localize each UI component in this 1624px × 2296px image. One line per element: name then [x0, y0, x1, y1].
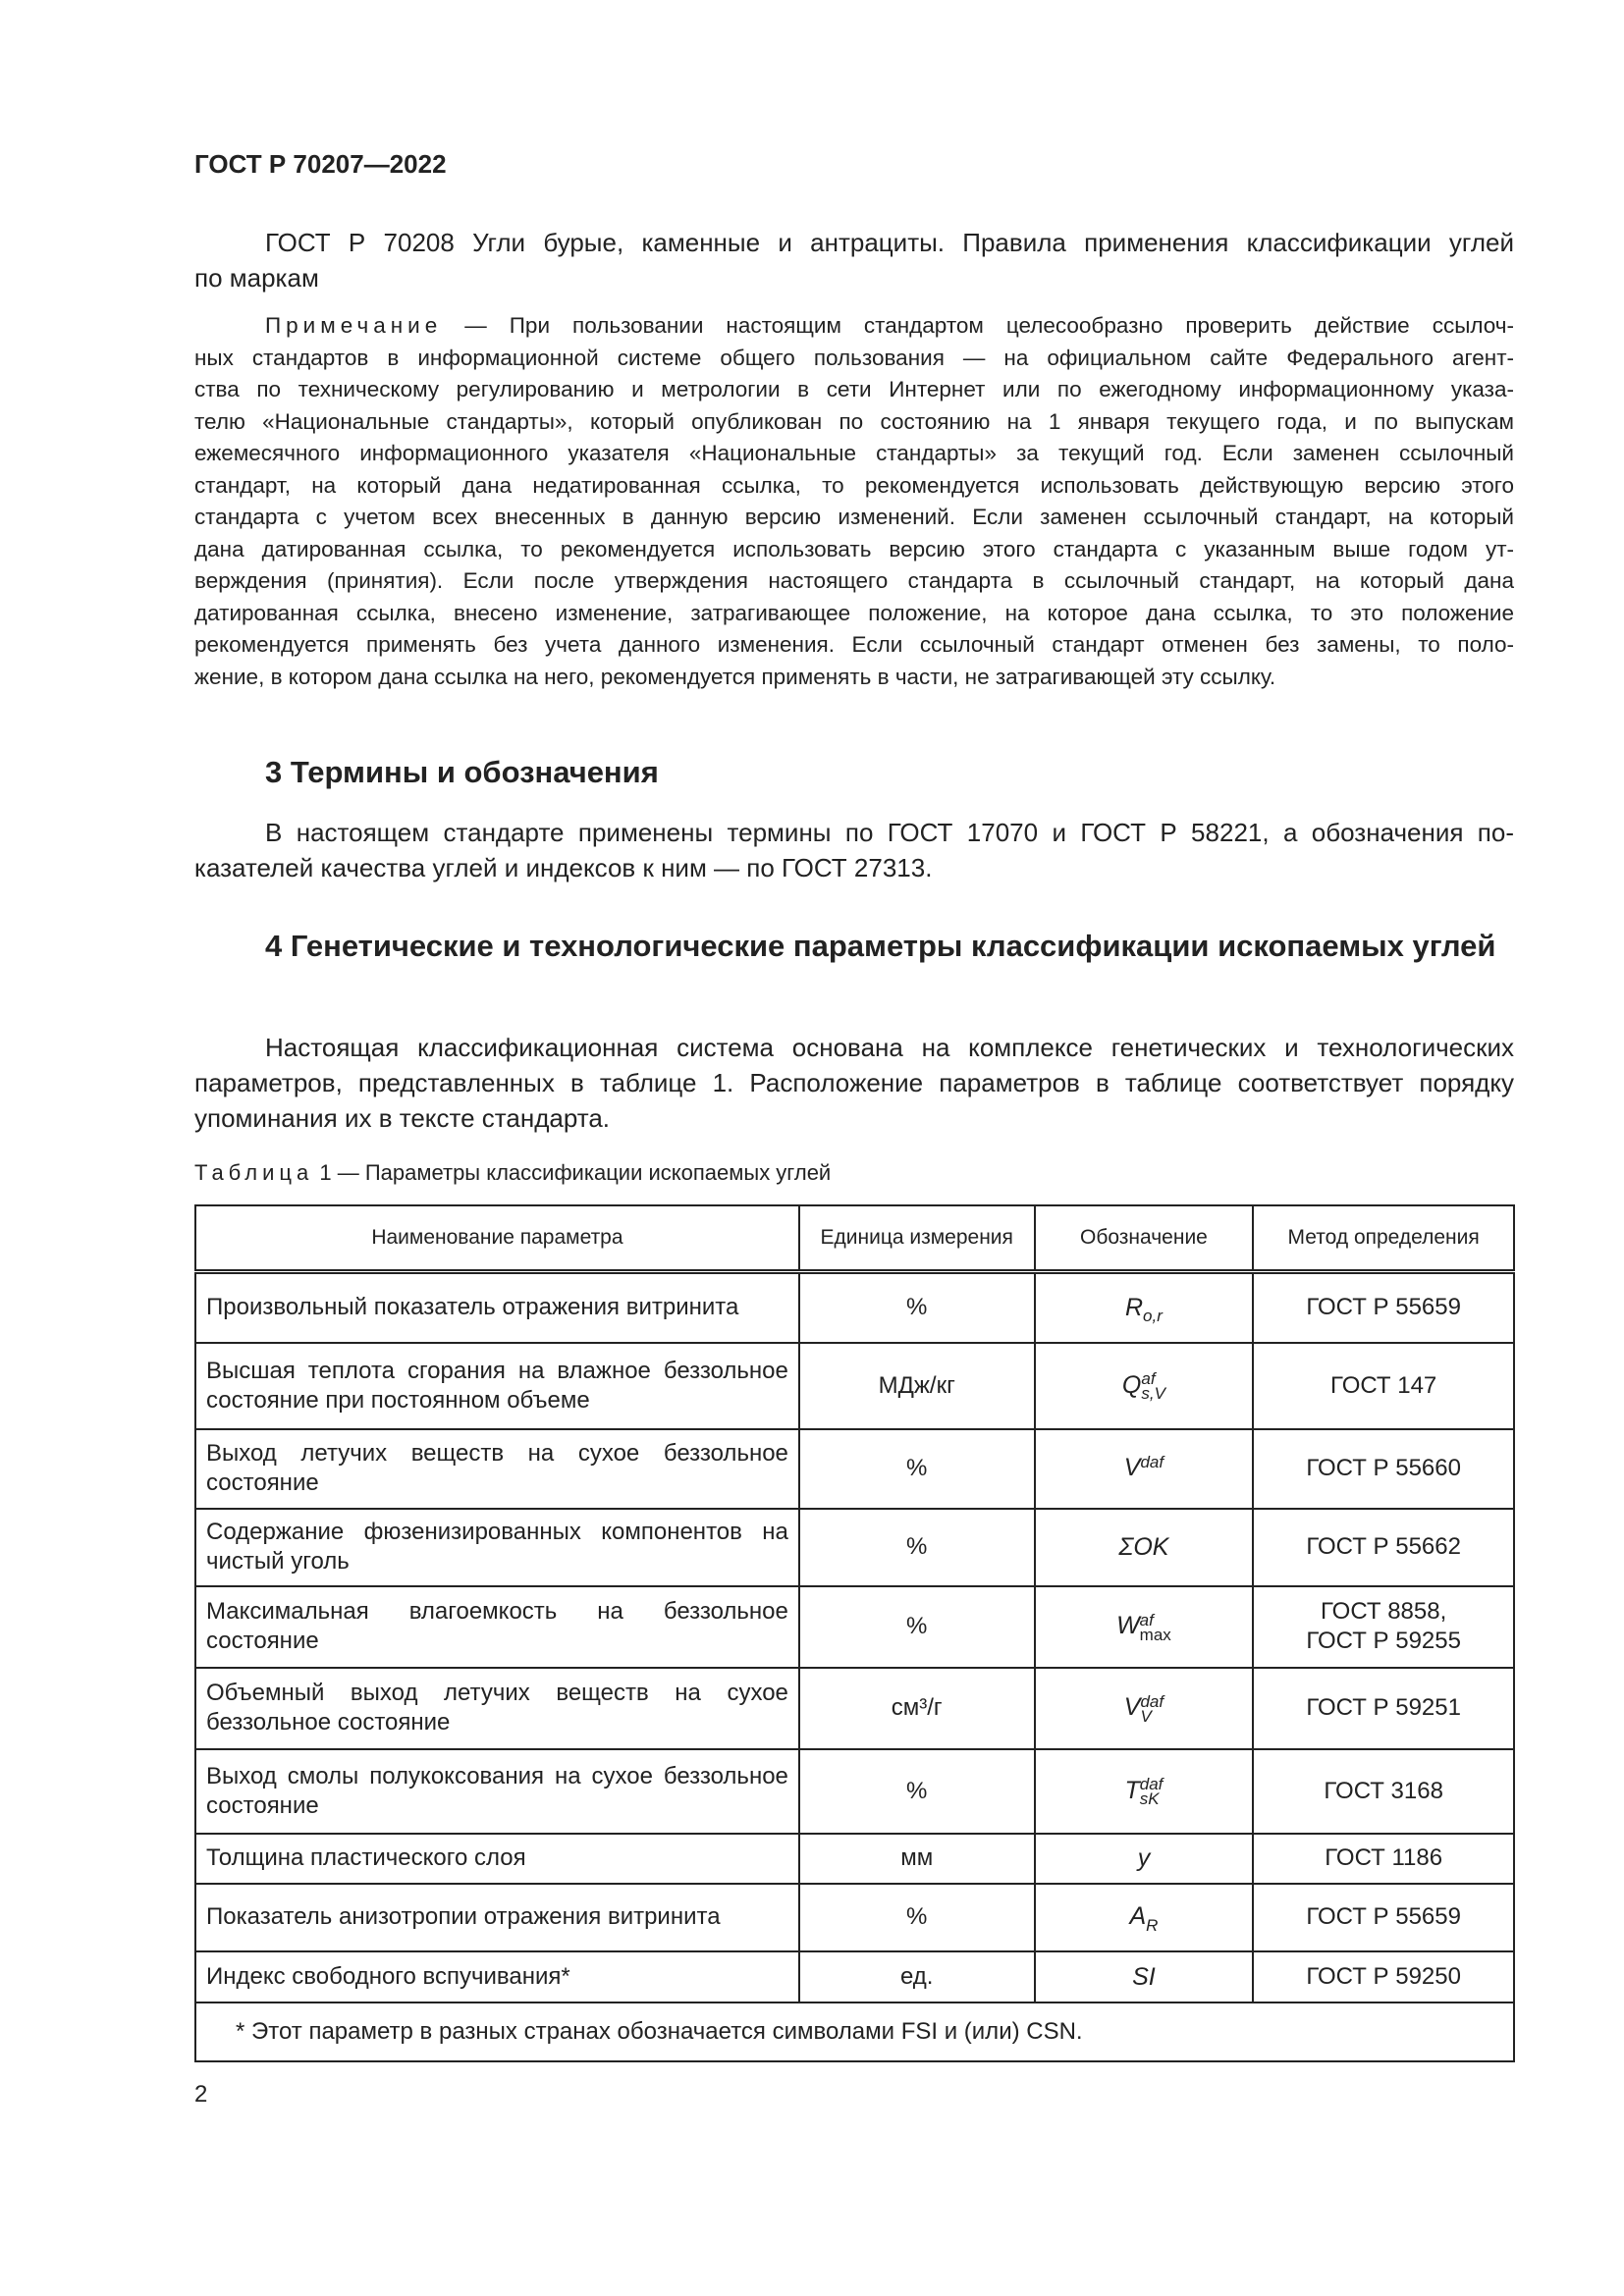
caption-text: 1 — Параметры классификации ископаемых углей — [313, 1160, 832, 1185]
note-text: — При пользовании настоящим стандартом целесообразно проверить действие ссылоч- — [464, 313, 1514, 338]
header-unit: Единица измерения — [799, 1205, 1035, 1272]
table-row — [195, 1668, 1514, 1749]
symbol-base: V — [1123, 1454, 1141, 1482]
header-method: Метод определения — [1253, 1205, 1514, 1272]
text-line — [194, 343, 1514, 375]
note-block — [194, 310, 1514, 693]
symbol-subscript: R — [1146, 1915, 1159, 1935]
page-number: 2 — [194, 2081, 208, 2108]
method: ГОСТ Р 59250 — [1253, 1951, 1514, 2002]
unit: % — [799, 1586, 1035, 1668]
unit: см³/г — [799, 1668, 1035, 1749]
caption-label: Таблица — [194, 1160, 314, 1185]
symbol-base: y — [1137, 1844, 1151, 1872]
note-label: Примечание — [265, 313, 443, 338]
unit: % — [799, 1749, 1035, 1834]
text-line — [194, 310, 1514, 343]
text-line — [194, 374, 1514, 406]
header-symbol: Обозначение — [1035, 1205, 1254, 1272]
unit: % — [799, 1272, 1035, 1343]
symbol — [1035, 1668, 1254, 1749]
note-text: жение, в котором дана ссылка на него, рекомендуется применять в части, не затрагивающей эту ссылку. — [194, 664, 1276, 689]
reference-paragraph — [194, 225, 1514, 295]
method: ГОСТ Р 55660 — [1253, 1429, 1514, 1509]
note-text: телю «Национальные стандарты», который опубликован по состоянию на 1 января текущего года, и по выпускам — [194, 408, 1514, 434]
text-line: В настоящем стандарте применены термины по ГОСТ 17070 и ГОСТ Р 58221, а обозначения по- — [265, 818, 1514, 847]
text-line: параметров, представленных в таблице 1. Расположение параметров в таблице соответствует порядку — [194, 1068, 1514, 1097]
table-footnote: * Этот параметр в разных странах обозначается символами FSI и (или) CSN. — [195, 2002, 1514, 2061]
section-3-heading: 3 Термины и обозначения — [265, 755, 659, 789]
table-header-row — [195, 1205, 1514, 1272]
symbol-base: A — [1129, 1902, 1147, 1931]
note-text: стандарта с учетом всех внесенных в данную версию изменений. Если заменен ссылочный стандарт, на который — [194, 505, 1514, 529]
symbol-base: SI — [1132, 1962, 1156, 1991]
method: ГОСТ Р 59251 — [1253, 1668, 1514, 1749]
symbol-base: V — [1123, 1693, 1141, 1722]
parameters-table — [194, 1204, 1515, 2062]
parameter-name: Содержание фюзенизированных компонентов на чистый уголь — [195, 1509, 799, 1586]
symbol-superscript: daf — [1140, 1452, 1164, 1471]
method: ГОСТ Р 55659 — [1253, 1272, 1514, 1343]
parameter-name: Показатель анизотропии отражения витринита — [195, 1884, 799, 1951]
table-caption — [194, 1160, 831, 1186]
method: ГОСТ 1186 — [1253, 1834, 1514, 1884]
parameter-name: Произвольный показатель отражения витринита — [195, 1272, 799, 1343]
symbol — [1035, 1429, 1254, 1509]
unit: МДж/кг — [799, 1343, 1035, 1429]
text-line — [194, 629, 1514, 662]
note-text: рекомендуется применять без учета данного изменения. Если ссылочный стандарт отменен без замены, то поло- — [194, 632, 1514, 657]
parameter-name: Толщина пластического слоя — [195, 1834, 799, 1884]
symbol-indices — [1140, 1691, 1164, 1726]
document-header: ГОСТ Р 70207—2022 — [194, 149, 447, 179]
symbol — [1035, 1509, 1254, 1586]
unit: % — [799, 1884, 1035, 1951]
parameter-name: Высшая теплота сгорания на влажное беззольное состояние при постоянном объеме — [195, 1343, 799, 1429]
symbol-base: ΣOK — [1118, 1533, 1169, 1561]
symbol-indices — [1143, 1294, 1163, 1323]
symbol-base: T — [1124, 1776, 1140, 1804]
symbol-subscript: max — [1139, 1625, 1171, 1644]
text-line — [194, 438, 1514, 470]
note-text: ства по техническому регулированию и метрологии в сети Интернет или по ежегодному информационному указа- — [194, 377, 1514, 401]
note-text: ных стандартов в информационной системе общего пользования — на официальном сайте Федерального агент- — [194, 345, 1514, 370]
note-text: датированная ссылка, внесено изменение, затрагивающее положение, на которое дана ссылка, то это положение — [194, 600, 1514, 625]
symbol-superscript: daf — [1140, 1691, 1164, 1711]
symbol-indices — [1139, 1610, 1171, 1644]
symbol-base: Q — [1121, 1370, 1142, 1399]
table-row — [195, 1749, 1514, 1834]
text-line — [194, 470, 1514, 503]
symbol — [1035, 1834, 1254, 1884]
method: ГОСТ 3168 — [1253, 1749, 1514, 1834]
unit: мм — [799, 1834, 1035, 1884]
text-line: ГОСТ Р 70208 Угли бурые, каменные и антрациты. Правила применения классификации углей — [265, 228, 1514, 257]
method: ГОСТ 147 — [1253, 1343, 1514, 1429]
table-row — [195, 1509, 1514, 1586]
section-4-heading: 4 Генетические и технологические параметры классификации ископаемых углей — [265, 929, 1496, 963]
symbol-superscript: af — [1139, 1610, 1154, 1629]
section-3-paragraph — [194, 815, 1514, 885]
method: ГОСТ Р 55659 — [1253, 1884, 1514, 1951]
symbol-base: W — [1116, 1612, 1140, 1640]
header-name: Наименование параметра — [195, 1205, 799, 1272]
symbol-subscript — [1140, 1469, 1164, 1484]
table-row — [195, 1834, 1514, 1884]
symbol — [1035, 1272, 1254, 1343]
symbol — [1035, 1884, 1254, 1951]
symbol — [1035, 1343, 1254, 1429]
text-line: упоминания их в тексте стандарта. — [194, 1103, 611, 1133]
symbol-subscript: o,r — [1143, 1306, 1163, 1325]
symbol-indices — [1146, 1903, 1158, 1933]
symbol-indices — [1139, 1775, 1164, 1809]
unit: % — [799, 1509, 1035, 1586]
table-row — [195, 1272, 1514, 1343]
method: ГОСТ Р 55662 — [1253, 1509, 1514, 1586]
symbol-base: R — [1124, 1293, 1144, 1321]
table-row — [195, 1429, 1514, 1509]
text-line: Настоящая классификационная система основана на комплексе генетических и технологических — [265, 1033, 1514, 1062]
parameter-name: Объемный выход летучих веществ на сухое беззольное состояние — [195, 1668, 799, 1749]
parameter-name: Индекс свободного вспучивания* — [195, 1951, 799, 2002]
note-text: ежемесячного информационного указателя «Национальные стандарты» за текущий год. Если заменен ссылочный — [194, 441, 1514, 465]
note-text: стандарт, на который дана недатированная ссылка, то рекомендуется использовать действующую версию этого — [194, 472, 1514, 498]
text-line — [194, 502, 1514, 534]
symbol-superscript: af — [1141, 1369, 1156, 1389]
text-line — [194, 598, 1514, 630]
symbol-indices — [1141, 1369, 1165, 1404]
text-line — [194, 662, 1514, 694]
symbol — [1035, 1749, 1254, 1834]
section-4-paragraph — [194, 1030, 1514, 1136]
text-line — [194, 565, 1514, 598]
parameter-name: Выход летучих веществ на сухое беззольное состояние — [195, 1429, 799, 1509]
symbol — [1035, 1951, 1254, 2002]
symbol-subscript: s,V — [1141, 1384, 1165, 1404]
text-line — [194, 534, 1514, 566]
parameter-name: Максимальная влагоемкость на беззольное состояние — [195, 1586, 799, 1668]
table-row — [195, 1343, 1514, 1429]
text-line: по маркам — [194, 263, 319, 293]
text-line: казателей качества углей и индексов к ним — по ГОСТ 27313. — [194, 853, 933, 882]
text-line — [194, 406, 1514, 439]
note-text: дана датированная ссылка, то рекомендуется использовать версию этого стандарта с указанным выше годом ут- — [194, 536, 1514, 561]
table-row — [195, 1586, 1514, 1668]
footnote-row — [195, 2002, 1514, 2061]
unit: ед. — [799, 1951, 1035, 2002]
symbol-subscript: sK — [1139, 1789, 1160, 1809]
method: ГОСТ 8858, ГОСТ Р 59255 — [1253, 1586, 1514, 1668]
parameter-name: Выход смолы полукоксования на сухое беззольное состояние — [195, 1749, 799, 1834]
symbol-indices — [1140, 1452, 1164, 1484]
table-row — [195, 1884, 1514, 1951]
table-row — [195, 1951, 1514, 2002]
note-text: верждения (принятия). Если после утверждения настоящего стандарта в ссылочный стандарт, на который дана — [194, 568, 1514, 593]
symbol-superscript: daf — [1139, 1775, 1164, 1794]
symbol-subscript: V — [1140, 1706, 1152, 1726]
unit: % — [799, 1429, 1035, 1509]
symbol — [1035, 1586, 1254, 1668]
